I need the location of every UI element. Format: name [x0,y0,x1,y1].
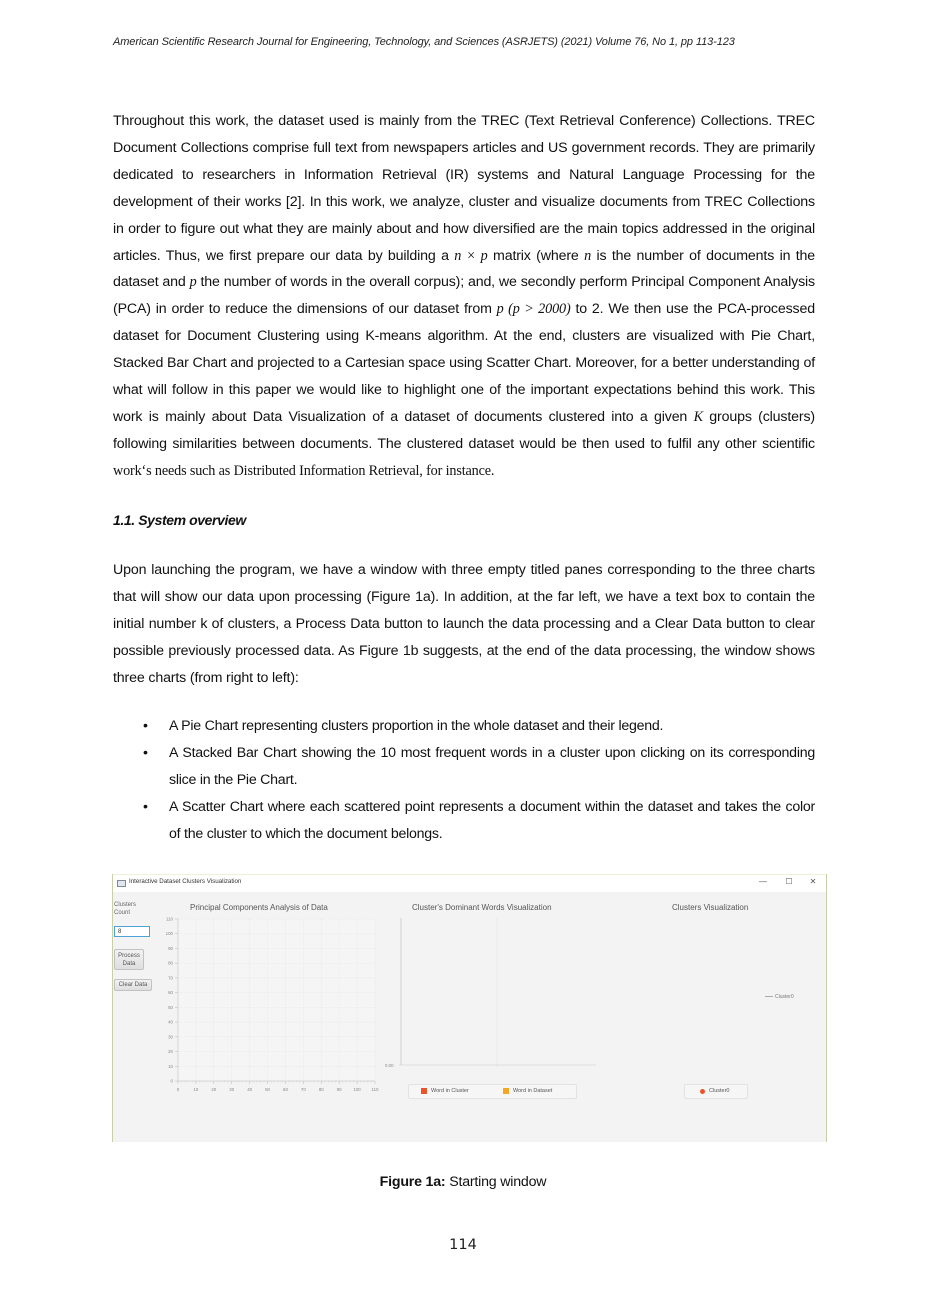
pca-x-tick-label: 70 [300,1087,306,1092]
pca-y-tick-label: 60 [168,990,173,996]
bullet-item [113,713,815,740]
button-label: Data [122,961,136,967]
cluster-dot-icon [700,1089,705,1094]
section-paragraph: Upon launching the program, we have a window with three empty titled panes corresponding to the three charts that will show our data upon processing (Figure 1a). In addition, at the far left, we have a text box to contain the initial number k of clusters, a Process Data button to launch the data processing and a Clear Data button to clear possible previously processed data. As Figure 1b suggests, at the end of the data processing, the window shows three charts (from right to left): [113,562,815,686]
running-header: American Scientific Research Journal for Engineering, Technology, and Sciences (ASRJETS) (2021) Volume 76, No 1, pp 113-123 [113,36,735,48]
bullet-icon: • [143,798,148,815]
pca-y-tick-label: 50 [168,1004,173,1010]
pca-x-tick-label: 80 [318,1087,324,1092]
math-p-gt-2000: p (p > 2000) [496,301,571,318]
bullet-list [113,713,815,848]
bullet-item [113,740,815,794]
pca-x-tick-label: 90 [336,1087,342,1092]
pca-x-tick-label: 30 [229,1087,235,1092]
legend-swatch-word-in-dataset [503,1088,509,1094]
app-window-figure [112,874,827,1142]
bullet-icon: • [143,718,148,734]
words-y-tick-label: 0.00 [385,1063,394,1068]
pca-y-tick-label: 70 [168,975,173,981]
intro-text-7: work‘s needs such as Distributed Information Retrieval, for instance. [113,462,495,479]
legend-label-word-in-cluster: Word in Cluster [431,1088,469,1094]
intro-paragraph [113,108,815,485]
pca-x-tick-label: 100 [353,1087,361,1092]
figure-caption [0,1174,926,1190]
legend-swatch-word-in-cluster [421,1088,427,1094]
intro-text-6: groups (clusters) following similarities between documents. The clustered dataset would be then used to fulfil any other scientific [113,408,815,452]
intro-text-3: is the number of documents in the dataset and [113,247,816,291]
pca-y-tick-label: 30 [168,1034,173,1040]
clusters-chart-title: Clusters Visualization [672,903,749,912]
section-heading: 1.1. System overview [113,512,246,528]
bullet-text: A Scatter Chart where each scattered point represents a document within the dataset and takes the color of the cluster to which the document belongs. [169,798,815,842]
label-line: Count [114,910,131,916]
pca-x-tick-label: 20 [211,1087,217,1092]
side-legend-label: Cluster0 [775,994,794,1000]
pca-y-tick-label: 100 [165,931,173,937]
caption-text: Starting window [445,1174,547,1190]
intro-text-1: Throughout this work, the dataset used is mainly from the TREC (Text Retrieval Conference) Collections. TREC Document Collections comprise full text from newspapers articles and US government records. They are primarily dedicated to researchers in Information Retrieval (IR) systems and Natural Language Processing for the development of their works [2]. In this work, we analyze, cluster and visualize documents from TREC Collections in order to figure out what they are mainly about and how diversified are the main topics addressed in the original articles. Thus, we first prepare our data by building a [113,113,815,264]
pca-y-tick-label: 80 [168,960,173,966]
button-label: Process [118,953,140,959]
words-legend [408,1084,577,1099]
bullet-item [113,794,815,848]
pca-y-tick-label: 10 [168,1063,173,1069]
pca-x-tick-label: 50 [265,1087,270,1092]
math-n: n [584,247,592,264]
cluster-legend-label: Cluster0 [709,1088,730,1094]
pca-y-tick-label: 0 [170,1078,173,1084]
words-chart-title: Cluster's Dominant Words Visualization [412,903,552,912]
clusters-count-input[interactable]: 8 [114,926,150,937]
intro-text-5: to 2. We then use the PCA-processed dataset for Document Clustering using K-means algorithm. At the end, clusters are visualized with Pie Chart, Stacked Bar Chart and projected to a Cartesian space using Scatter Chart. Moreover, for a better understanding of what will follow in this paper we would like to highlight one of the important expectations behind this work. This work is mainly about Data Visualization of a dataset of documents clustered into a given [113,301,815,425]
math-n-times-p: n × p [454,247,488,264]
bullet-icon: • [143,744,148,761]
pca-x-tick-label: 10 [193,1087,199,1092]
pca-y-tick-label: 110 [166,916,173,922]
bullet-text: A Stacked Bar Chart showing the 10 most frequent words in a cluster upon clicking on its corresponding slice in the Pie Chart. [169,744,815,788]
intro-text-2: matrix (where [487,247,585,264]
pca-x-tick-label: 0 [176,1087,180,1092]
window-title: Interactive Dataset Clusters Visualization [129,878,242,885]
clusters-legend[interactable] [684,1084,748,1099]
intro-text-4: the number of words in the overall corpus); and, we secondly perform Principal Component Analysis (PCA) in order to reduce the dimensions of our dataset from [113,274,816,318]
pca-x-tick-label: 40 [247,1087,253,1092]
pca-chart-title: Principal Components Analysis of Data [190,903,328,912]
legend-label-word-in-dataset: Word in Dataset [513,1088,553,1094]
clear-data-button[interactable]: Clear Data [114,979,152,991]
pca-y-tick-label: 40 [168,1019,173,1025]
minimize-icon[interactable]: — [759,877,767,886]
pca-x-tick-label: 60 [283,1087,288,1092]
bullet-text: A Pie Chart representing clusters proportion in the whole dataset and their legend. [169,718,664,734]
math-p: p [189,274,197,291]
pca-x-tick-label: 110 [371,1087,379,1092]
legend-line-icon [765,996,773,997]
page-number: 114 [449,1237,477,1253]
close-icon[interactable]: ✕ [809,877,817,886]
math-k: K [693,408,703,425]
words-bar-chart [113,874,826,1142]
clusters-side-legend [765,994,794,1000]
maximize-icon[interactable]: ☐ [785,877,793,886]
pca-y-tick-label: 90 [168,945,173,951]
caption-label: Figure 1a: [379,1174,446,1190]
label-line: Clusters [114,902,137,908]
pca-y-tick-label: 20 [168,1049,173,1055]
